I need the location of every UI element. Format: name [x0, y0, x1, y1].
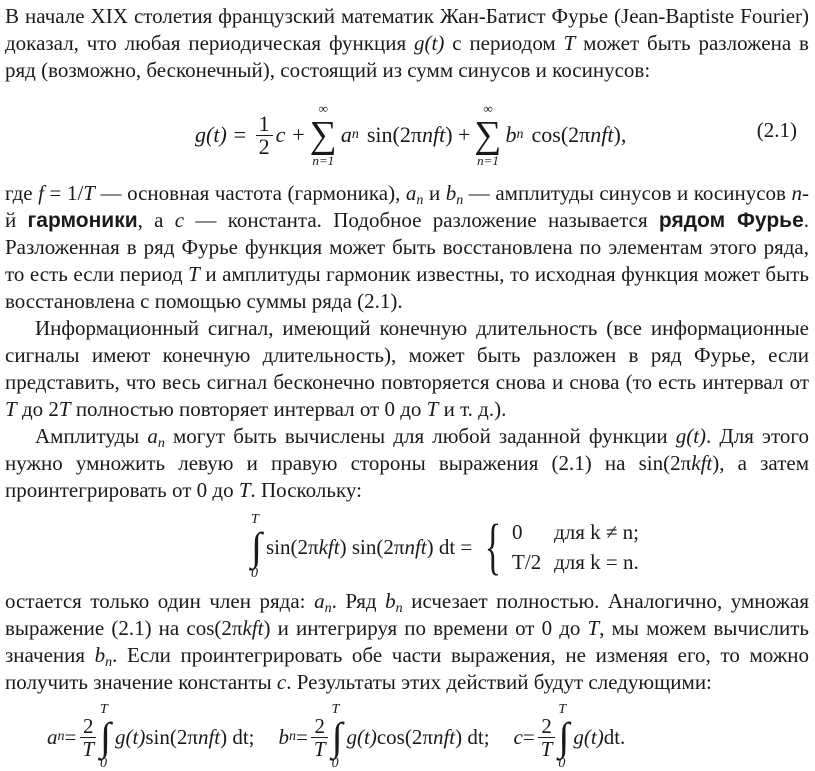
- nft: nft: [421, 122, 446, 147]
- integral-symbol: ∫: [100, 714, 111, 759]
- eq-lhs: g(t) =: [195, 122, 248, 147]
- nft: nft: [197, 724, 221, 749]
- sum-lower: n=1: [312, 153, 335, 168]
- math-a: a: [147, 424, 158, 448]
- coef-b: b: [505, 122, 517, 147]
- math-b: b: [445, 181, 457, 205]
- coef-a: a: [47, 724, 58, 749]
- kft: kft: [318, 534, 340, 559]
- math-g: g(t): [573, 724, 604, 749]
- math-kft: kft: [691, 451, 713, 475]
- close: ),: [613, 122, 627, 147]
- denominator: T: [82, 736, 95, 761]
- text: , а: [137, 208, 175, 232]
- text: = 1/: [43, 181, 84, 205]
- text: и амплитуды гармоник известны, то исходная функция может быть восстановлена с помощью суммы ряда (2.1).: [5, 262, 809, 313]
- sigma-symbol: ∑: [474, 114, 502, 156]
- nft: nft: [590, 122, 614, 147]
- math-T: T: [5, 397, 17, 421]
- sum-sign-2: [474, 102, 501, 168]
- equation-integral: [5, 504, 809, 588]
- case-condition: для k = n.: [554, 550, 639, 574]
- integral-sign: [558, 704, 569, 770]
- integral-upper: T: [331, 702, 340, 717]
- sum-sign: [310, 102, 337, 168]
- text: Информационный сигнал, имеющий конечную длительность (все информационные сигналы имеют конечную длительность), может быть разложен в ряд Фурье, если представить, что весь сигнал бесконечно повторяется снова и снова (то есть интервал от: [5, 316, 809, 394]
- paragraph-5: [5, 588, 809, 696]
- text: . Разложенная в ряд Фурье функция может быть восстановлена по элементам этого ряда, то есть если период: [5, 208, 809, 286]
- coef-a: a: [340, 122, 352, 147]
- const-c: c: [513, 724, 523, 749]
- math-g: g(t): [675, 424, 707, 448]
- subscript: n: [324, 601, 332, 616]
- numerator: 2: [311, 715, 328, 738]
- subscript: n: [157, 436, 165, 451]
- text: полностью повторяет интервал от 0 до: [70, 397, 427, 421]
- text: ), а затем проинтегрировать от 0 до: [5, 451, 809, 502]
- equals: =: [64, 724, 77, 749]
- coef-b: b: [278, 724, 290, 749]
- math-g: g(t): [115, 724, 146, 749]
- integral-symbol: ∫: [558, 714, 570, 759]
- math-g: g(t): [414, 31, 445, 55]
- math-c: c: [276, 670, 287, 694]
- text: с периодом: [444, 31, 564, 55]
- fraction-2-over-T: [79, 715, 97, 760]
- text: -й: [5, 181, 809, 232]
- sin-term: sin(2π: [366, 122, 422, 147]
- text: могут быть вычислены для любой заданной функции: [164, 424, 676, 448]
- integral-upper: T: [558, 702, 567, 717]
- text: остается только один член ряда:: [5, 589, 315, 613]
- case-value: T/2: [512, 550, 542, 574]
- text: ) и интегрируя по времени от 0 до: [263, 616, 588, 640]
- sigma-symbol: ∑: [309, 114, 337, 156]
- integral-symbol: ∫: [251, 524, 262, 569]
- paragraph-4: [5, 423, 809, 504]
- text: . Ряд: [331, 589, 386, 613]
- term-harmonics: гармоники: [27, 209, 138, 232]
- math-kft: kft: [242, 616, 264, 640]
- fraction-2-over-T: [311, 715, 329, 760]
- text: Амплитуды: [35, 424, 148, 448]
- text: . Результаты этих действий будут следующими:: [286, 670, 712, 694]
- integral-sign: [251, 514, 262, 580]
- text: . Если проинтегрировать обе части выражения, не изменяя его, то можно получить значение константы: [5, 643, 809, 694]
- integral-symbol: ∫: [331, 714, 343, 759]
- subscript: n: [456, 193, 464, 208]
- sin-term: sin(2π: [145, 724, 198, 749]
- sin-term: ) sin(2π: [339, 534, 405, 559]
- math-g: g(t): [346, 724, 377, 749]
- cos-term: cos(2π: [376, 724, 433, 749]
- fraction-half: [256, 110, 273, 159]
- case-1: [512, 517, 639, 547]
- sin-term: sin(2π: [265, 534, 319, 559]
- denominator: T: [540, 736, 553, 761]
- integral-lower: 0: [251, 566, 258, 581]
- math-T: T: [238, 478, 251, 502]
- const-c: c +: [275, 122, 306, 147]
- dt: ) dt =: [426, 534, 473, 559]
- text: и т. д.).: [438, 397, 507, 421]
- dt: dt.: [603, 724, 626, 749]
- text: и: [423, 181, 446, 205]
- text: где: [5, 181, 39, 205]
- case-condition: для k ≠ n;: [554, 520, 639, 544]
- equation-results: a n = $\frac{2}{T}$ T ∫ 0 g(t) sin(2π nft ) dt; b n = $\frac{2}{T}$ T ∫ 0 g(t) cos(2π nft ) dt; c = $\frac{2}{T}$ T ∫ 0 g(t) dt.: [47, 702, 626, 771]
- subscript: n: [395, 601, 403, 616]
- integral-upper: T: [251, 512, 259, 527]
- math-f: f: [38, 181, 44, 205]
- equals: =: [296, 724, 308, 749]
- text: — амплитуды синусов и косинусов: [463, 181, 792, 205]
- math-T: T: [426, 397, 439, 421]
- sum-upper: ∞: [483, 101, 493, 116]
- dt: ) dt;: [220, 724, 255, 749]
- text: исчезает полностью. Аналогично, умножая выражение (2.1) на cos(2π: [5, 589, 809, 640]
- math-T: T: [58, 397, 71, 421]
- dt: ) dt;: [455, 724, 490, 749]
- denominator: T: [313, 736, 326, 761]
- integral-sign: [332, 704, 343, 770]
- paragraph-1: [5, 3, 809, 84]
- numerator: 2: [80, 715, 97, 738]
- text: . Поскольку:: [250, 478, 362, 502]
- cos-term: cos(2π: [531, 122, 591, 147]
- math-T: T: [563, 31, 576, 55]
- math-T: T: [83, 181, 95, 205]
- math-a: a: [314, 589, 325, 613]
- integral-lower: 0: [331, 756, 339, 771]
- integral-lower: 0: [100, 756, 108, 771]
- term-fourier-series: рядом Фурье: [658, 209, 804, 232]
- integral-lower: 0: [558, 756, 566, 771]
- numerator: 2: [538, 715, 555, 738]
- sum-lower: n=1: [477, 153, 499, 168]
- text: — основная частота (гармоника),: [94, 181, 406, 205]
- denominator: 2: [258, 133, 270, 159]
- nft: nft: [432, 724, 456, 749]
- text: . Для этого нужно умножить левую и правую стороны выражения (2.1) на sin(2π: [5, 424, 809, 475]
- numerator: 1: [256, 113, 273, 136]
- math-c: c: [174, 208, 185, 232]
- close: ) +: [445, 122, 471, 147]
- math-T: T: [188, 262, 200, 286]
- equation-2-1: g(t) = $\frac{1}{2}$ c + ∞ ∑ n=1 a n sin(2π nft ) + ∞ ∑ n=1 b n cos(2π nft ), (2.1): [195, 101, 797, 168]
- paragraph-2: [5, 180, 809, 315]
- math-b: b: [385, 589, 396, 613]
- subscript: n: [105, 655, 113, 670]
- text: , мы можем вычислить значения: [5, 616, 809, 667]
- cases: [512, 517, 639, 577]
- integral-sign: [100, 704, 111, 770]
- cases-brace: {: [484, 513, 502, 581]
- math-a: a: [405, 181, 417, 205]
- equation-number: (2.1): [756, 118, 797, 142]
- math-n: n: [791, 181, 802, 205]
- math-b: b: [94, 643, 106, 667]
- text: — константа. Подобное разложение называется: [184, 208, 659, 232]
- fraction-2-over-T: [538, 715, 556, 760]
- case-value: 0: [512, 520, 523, 544]
- subscript: n: [416, 193, 424, 208]
- nft: nft: [404, 534, 427, 559]
- equals: =: [522, 724, 535, 749]
- paragraph-3: [5, 315, 809, 423]
- integral-upper: T: [100, 702, 108, 717]
- text: В начале XIX столетия французский математик Жан-Батист Фурье (Jean-Baptiste Fourier) доказал, что любая периодическая функция: [5, 4, 809, 55]
- math-T: T: [587, 616, 600, 640]
- sum-upper: ∞: [318, 101, 328, 116]
- text: может быть разложена в ряд (возможно, бесконечный), состоящий из сумм синусов и косинусов:: [5, 31, 809, 82]
- case-2: [512, 547, 639, 577]
- text: до 2: [16, 397, 59, 421]
